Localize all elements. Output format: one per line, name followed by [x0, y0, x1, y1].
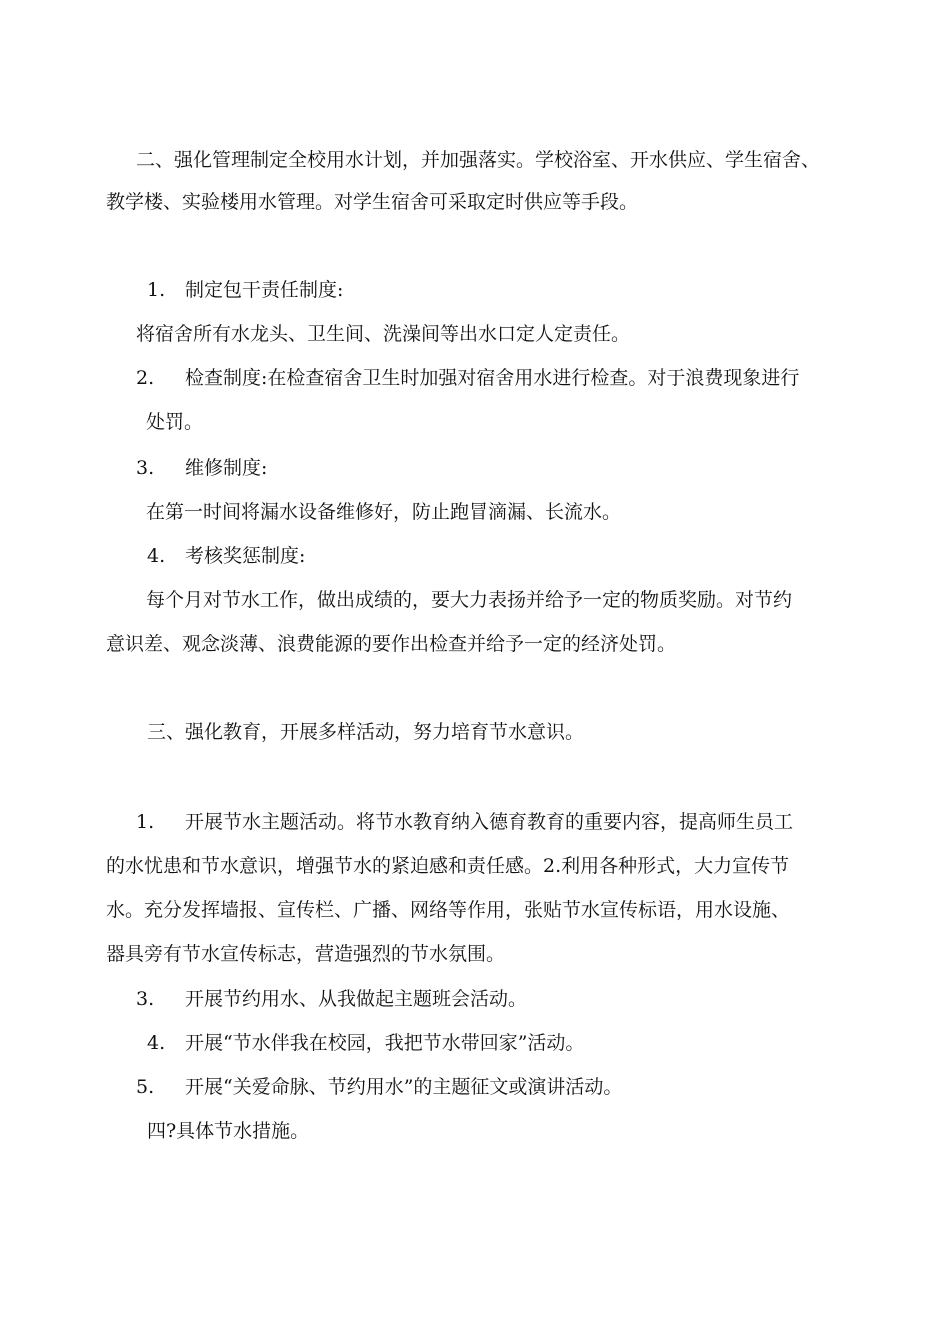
s3-item4-number: 4. [147, 1032, 166, 1054]
s3-item3-text: 开展节约用水、从我做起主题班会活动。 [185, 988, 528, 1010]
section2-paragraph-line2: 教学楼、实验楼用水管理。对学生宿舍可采取定时供应等手段。 [106, 191, 639, 213]
section4-heading: 四?具体节水措施。 [147, 1120, 310, 1142]
section2-paragraph-line1: 二、强化管理制定全校用水计划，并加强落实。学校浴室、开水供应、学生宿舍、 [136, 149, 821, 171]
s3-item1-line3: 水。充分发挥墙报、宣传栏、广播、网络等作用，张贴节水宣传标语，用水设施、 [106, 899, 791, 921]
item3-title: 维修制度: [185, 457, 268, 479]
item4-detail-line1: 每个月对节水工作，做出成绩的，要大力表扬并给予一定的物质奖励。对节约 [146, 589, 793, 611]
section3-heading: 三、强化教育，开展多样活动，努力培育节水意识。 [147, 721, 585, 743]
s3-item1-line2: 的水忧患和节水意识，增强节水的紧迫感和责任感。2.利用各种形式，大力宣传节 [106, 855, 790, 877]
s3-item5-text: 开展“关爱命脉、节约用水”的主题征文或演讲活动。 [185, 1076, 623, 1098]
s3-item1-line4: 器具旁有节水宣传标志，营造强烈的节水氛围。 [106, 943, 506, 965]
s3-item1-number: 1. [136, 811, 155, 833]
item2-title: 检查制度:在检查宿舍卫生时加强对宿舍用水进行检查。对于浪费现象进行 [185, 367, 800, 389]
s3-item5-number: 5. [136, 1076, 155, 1098]
item3-detail: 在第一时间将漏水设备维修好，防止跑冒滴漏、长流水。 [146, 501, 622, 523]
item4-detail-line2: 意识差、观念淡薄、浪费能源的要作出检查并给予一定的经济处罚。 [106, 633, 677, 655]
item3-number: 3. [136, 457, 155, 479]
item1-number: 1. [147, 279, 166, 301]
s3-item3-number: 3. [136, 988, 155, 1010]
item2-detail: 处罚。 [146, 411, 204, 433]
item4-number: 4. [147, 545, 166, 567]
item4-title: 考核奖惩制度: [185, 545, 306, 567]
s3-item1-line1: 开展节水主题活动。将节水教育纳入德育教育的重要内容，提高师生员工 [185, 811, 794, 833]
item1-title: 制定包干责任制度: [185, 279, 344, 301]
item2-number: 2. [136, 367, 155, 389]
item1-detail: 将宿舍所有水龙头、卫生间、洗澡间等出水口定人定责任。 [136, 323, 631, 345]
s3-item4-text: 开展“节水伴我在校园，我把节水带回家”活动。 [185, 1032, 585, 1054]
